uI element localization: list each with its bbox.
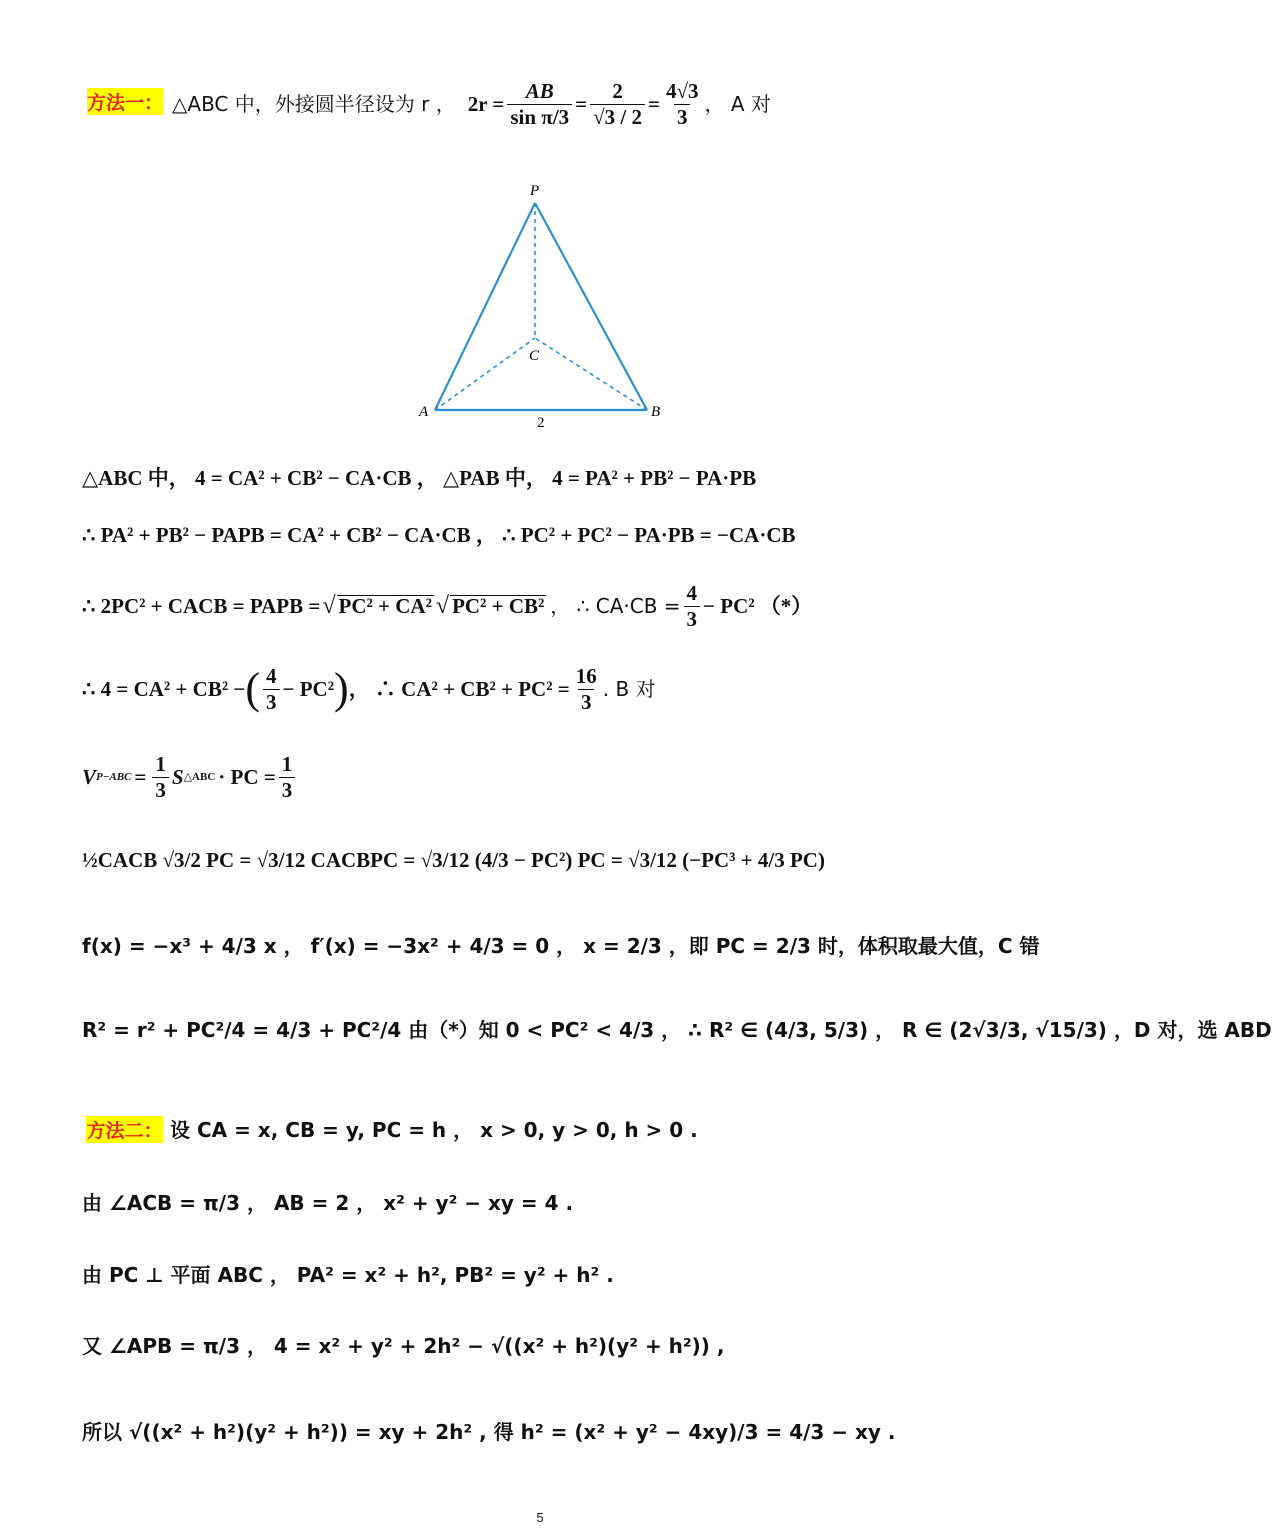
- method1-frac3: $\frac{4√3}{3}$: [665, 78, 699, 129]
- method2-line-4: 又 ∠APB = π/3 ， 4 = x² + y² + 2h² − √((x² + h²)(y² + h²)) ,: [82, 1334, 725, 1358]
- method2-line-3: 由 PC ⊥ 平面 ABC ， PA² = x² + h², PB² = y² + h² .: [82, 1263, 614, 1287]
- method1-intro: △ABC 中，外接圆半径设为 r ，: [172, 92, 456, 116]
- method1-lhs: 2r =: [467, 91, 505, 116]
- method2-line-1: 设 CA = x, CB = y, PC = h ， x > 0, y > 0, h > 0 .: [170, 1118, 698, 1142]
- method1-highlight: [81, 49, 169, 154]
- method1-frac1: $\frac{AB}{\text{sin π/3}}$: [507, 81, 572, 128]
- method2-line-2: 由 ∠ACB = π/3 ， AB = 2 ， x² + y² − xy = 4 .: [82, 1191, 574, 1215]
- method2-line-5: 所以 √((x² + h²)(y² + h²)) = xy + 2h² , 得 h² = (x² + y² − 4xy)/3 = 4/3 − xy .: [82, 1420, 896, 1444]
- label-p: P: [530, 183, 540, 199]
- derivation-line-3: ∴ 2PC² + CACB = PAPB = √ PC² + CA² √ PC² + CB² ， ∴ CA·CB = $\frac{4}{3}$ − PC² （*）: [82, 580, 813, 631]
- edge-pa: [435, 203, 535, 410]
- edge-bc: [535, 338, 647, 410]
- label-a: A: [419, 404, 429, 420]
- method2-highlight: [81, 1107, 168, 1151]
- edge-ac: [435, 338, 535, 410]
- derivation-line-5: V P−ABC = $\frac{1}{3}$ S △ABC · PC = $\frac{1}{3}$: [82, 752, 298, 802]
- page-number: 5: [536, 1510, 544, 1525]
- method2-label: 方法二：: [86, 1116, 162, 1143]
- tetrahedron-figure: [410, 178, 680, 433]
- derivation-line-8: R² = r² + PC²/4 = 4/3 + PC²/4 由（*）知 0 < PC² < 4/3 ， ∴ R² ∈ (4/3, 5/3) ， R ∈ (2√3/3, √15/3) ，D 对，选 ABD: [82, 1018, 1272, 1042]
- method1-line: △ABC 中，外接圆半径设为 r ， 2r = $\frac{AB}{\text{sin π/3}}$ = $\frac{2}{√3 / 2}$ = $\frac{4√3}{3}$ ， A 对: [172, 78, 771, 129]
- edge-pb: [535, 203, 647, 410]
- label-b: B: [651, 404, 661, 420]
- derivation-line-2: ∴ PA² + PB² − PAPB = CA² + CB² − CA·CB ， ∴ PC² + PC² − PA·PB = −CA·CB: [82, 523, 796, 547]
- derivation-line-7: f(x) = −x³ + 4/3 x ， f′(x) = −3x² + 4/3 = 0 ， x = 2/3 ，即 PC = 2/3 时，体积取最大值，C 错: [82, 934, 1040, 958]
- method1-tail: ， A 对: [704, 92, 771, 116]
- derivation-line-4: ∴ 4 = CA² + CB² − ( $\frac{4}{3}$ − PC² ) ， ∴ CA² + CB² + PC² = $\frac{16}{3}$ . B 对: [82, 663, 656, 714]
- method1-label: 方法一：: [87, 88, 163, 115]
- method1-frac2: $\frac{2}{√3 / 2}$: [590, 81, 645, 128]
- derivation-line-6: ½CACB √3/2 PC = √3/12 CACBPC = √3/12 (4/3 − PC²) PC = √3/12 (−PC³ + 4/3 PC): [82, 848, 825, 872]
- label-base: 2: [537, 415, 545, 431]
- derivation-line-1: △ABC 中， 4 = CA² + CB² − CA·CB ， △PAB 中， 4 = PA² + PB² − PA·PB: [82, 466, 757, 490]
- label-c: C: [529, 348, 540, 364]
